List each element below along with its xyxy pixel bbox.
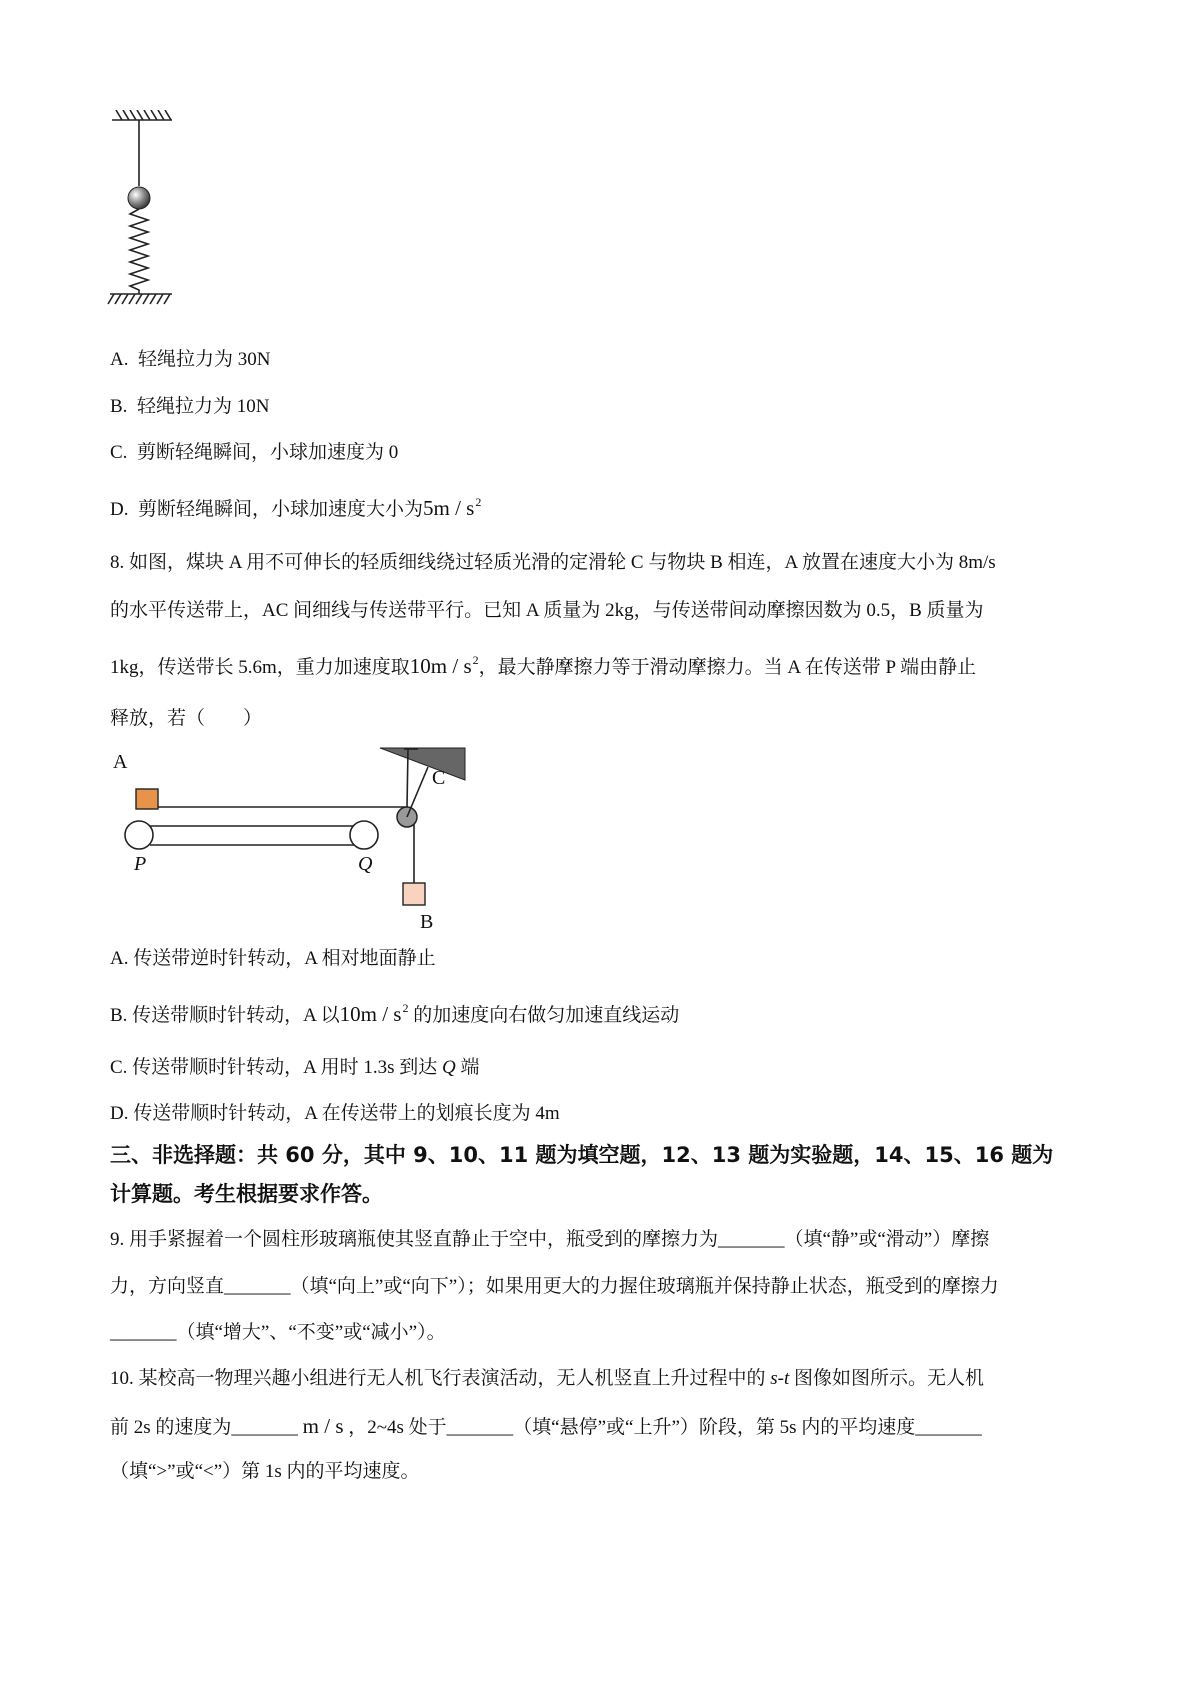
label-b: B [420,911,434,933]
q7-option-c: C. 剪断轻绳瞬间，小球加速度为 0 [110,442,399,463]
q7-option-b: B. 轻绳拉力为 10N [110,396,270,417]
q9-line-1: 9. 用手紧握着一个圆柱形玻璃瓶使其竖直静止于空中，瓶受到的摩擦力为_______（填“静”或“滑动”）摩擦 [110,1229,990,1250]
q10-line-1: 10. 某校高一物理兴趣小组进行无人机飞行表演活动，无人机竖直上升过程中的 s-t 图像如图所示。无人机 [110,1368,985,1389]
q8-option-c: C. 传送带顺时针转动，A 用时 1.3s 到达 Q 端 [110,1057,480,1078]
q7-option-a: A. 轻绳拉力为 30N [110,349,271,370]
q8-stem-line-3: 1kg，传送带长 5.6m，重力加速度取$10m / s^2$，最大静摩擦力等于滑动摩擦力。当 A 在传送带 P 端由静止 [110,653,977,678]
section-3-heading-line-2: 计算题。考生根据要求作答。 [110,1182,383,1206]
q7-option-d: D. 剪断轻绳瞬间，小球加速度大小为$5m / s^2$ [110,495,482,520]
q8-option-b: B. 传送带顺时针转动，A 以$10m / s^2$ 的加速度向右做匀加速直线运动 [110,1001,680,1026]
block-b [403,883,425,905]
label-p: P [134,853,147,875]
label-a: A [113,751,128,773]
q8-stem-line-1: 8. 如图，煤块 A 用不可伸长的轻质细线绕过轻质光滑的定滑轮 C 与物块 B 相连，A 放置在速度大小为 8m/s [110,552,996,573]
block-a [136,789,158,809]
q9-line-2: 力，方向竖直_______（填“向上”或“向下”）；如果用更大的力握住玻璃瓶并保持静止状态，瓶受到的摩擦力 [110,1276,999,1297]
q8-stem-line-2: 的水平传送带上，AC 间细线与传送带平行。已知 A 质量为 2kg，与传送带间动摩擦因数为 0.5，B 质量为 [110,600,984,621]
q10-line-3: （填“>”或“<”）第 1s 内的平均速度。 [110,1461,420,1482]
section-3-heading-line-1: 三、非选择题：共 60 分，其中 9、10、11 题为填空题，12、13 题为实验题，14、15、16 题为 [110,1143,1054,1167]
spring-ball-figure [100,110,190,325]
q10-line-2: 前 2s 的速度为_______ m / s ，2~4s 处于_______（填“悬停”或“上升”）阶段，第 5s 内的平均速度_______ [110,1414,982,1438]
q8-option-a: A. 传送带逆时针转动，A 相对地面静止 [110,948,436,969]
q9-line-3: _______（填“增大”、“不变”或“减小”）。 [110,1322,446,1343]
acceleration-unit: 5m / s [423,496,475,520]
pulley-support-rod [407,749,408,807]
label-q: Q [358,853,373,875]
q8-option-d: D. 传送带顺时针转动，A 在传送带上的划痕长度为 4m [110,1103,560,1124]
q8-stem-line-4: 释放，若（ ） [110,708,263,729]
label-c: C [432,767,446,789]
